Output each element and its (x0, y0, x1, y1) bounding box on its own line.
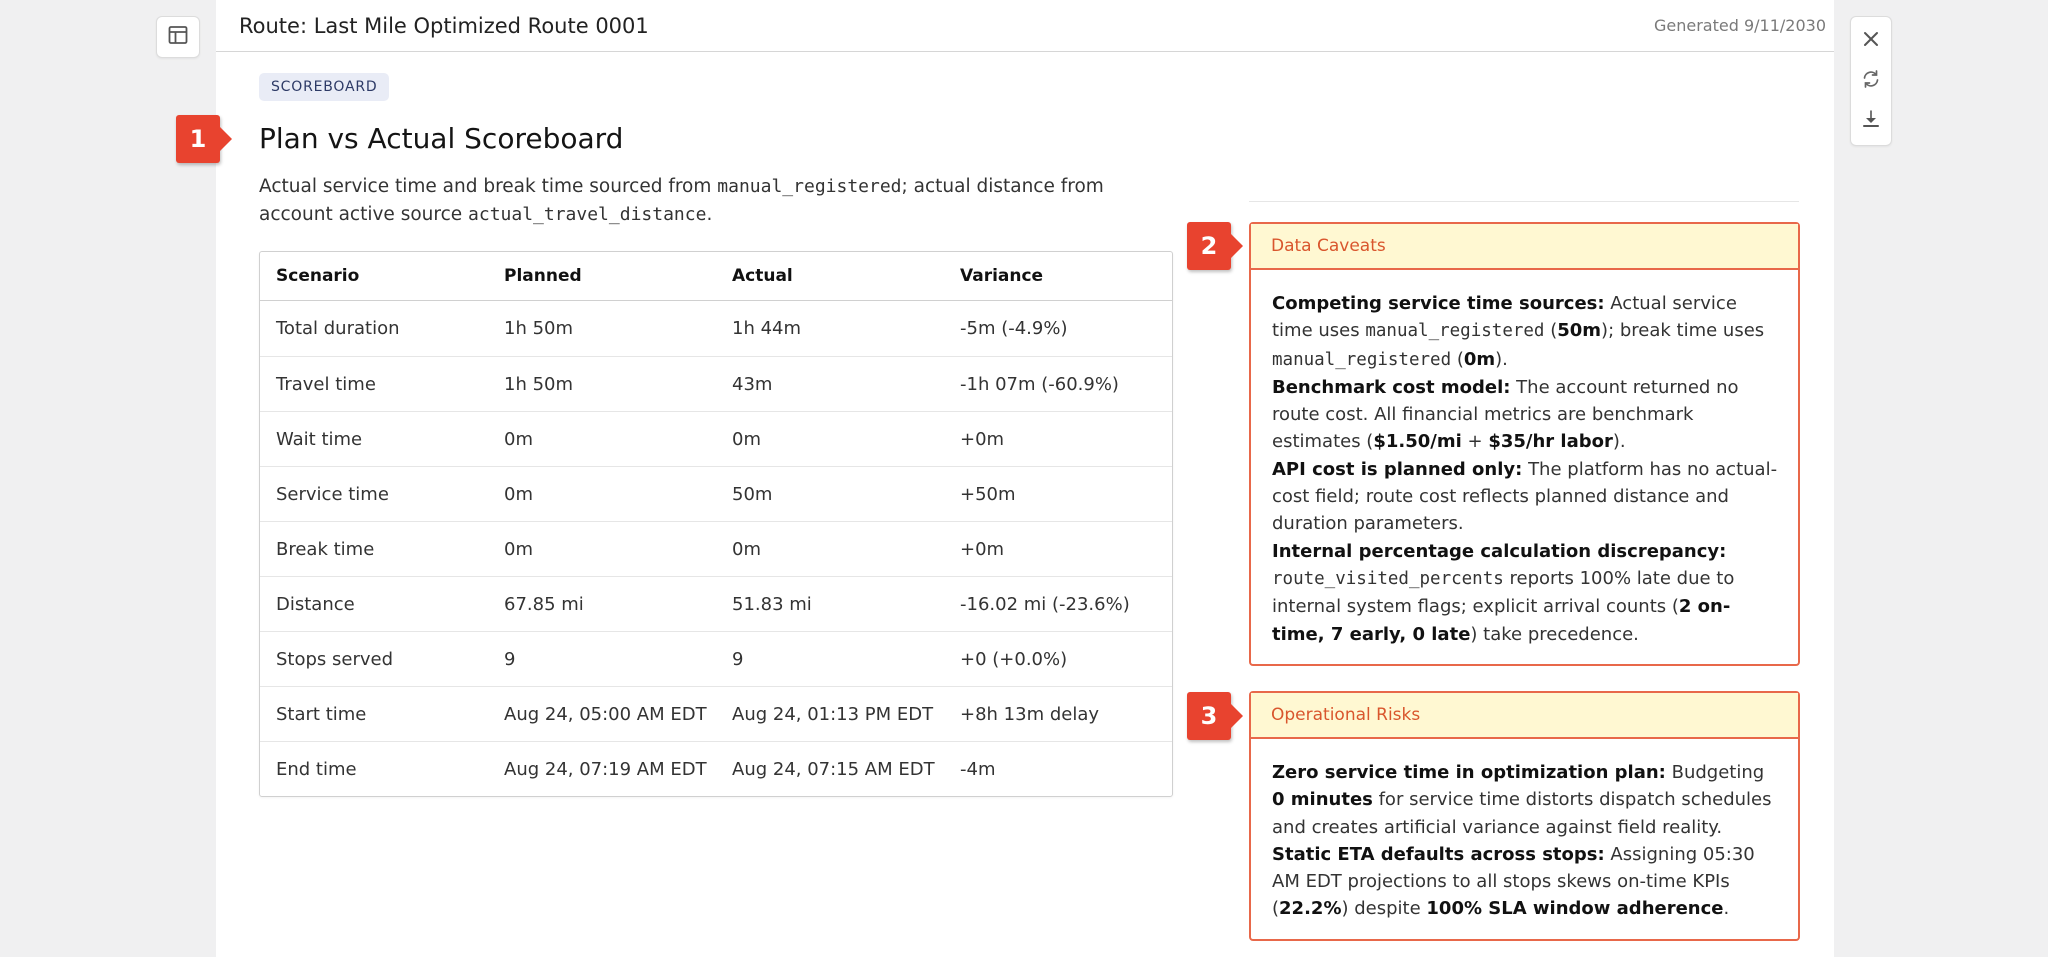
divider (1249, 201, 1799, 202)
caveat-text: ). (1612, 431, 1626, 453)
operational-risks-callout (1249, 691, 1800, 941)
annotation-marker-3 (1187, 692, 1243, 740)
table-cell: 43m (732, 373, 773, 395)
caveat-code: route_visited_percents (1272, 568, 1504, 589)
table-row (260, 521, 1172, 576)
callout-body (1251, 270, 1798, 664)
table-cell: +0m (960, 428, 1005, 450)
desc-text: ; actual distance from account active source (259, 176, 1104, 225)
table-row (260, 576, 1172, 631)
risk-value: 22.2% (1279, 898, 1342, 920)
caveat-value: $35/hr labor (1488, 431, 1613, 453)
table-cell: +50m (960, 483, 1016, 505)
data-caveats-callout (1249, 222, 1800, 666)
table-row (260, 301, 1172, 356)
table-header-row (260, 252, 1172, 301)
route-title: Route: Last Mile Optimized Route 0001 (239, 13, 649, 38)
caveat-text: ). (1495, 348, 1508, 370)
marker-number: 1 (176, 115, 220, 163)
table-cell: Stops served (276, 648, 394, 670)
caveat-text: reports 100% late due to internal system flags; explicit arrival counts ( (1272, 567, 1735, 618)
annotation-marker-1 (176, 115, 232, 163)
table-cell: 0m (504, 428, 533, 450)
marker-number: 2 (1187, 222, 1231, 270)
caveat-value: 0m (1463, 348, 1496, 370)
marker-arrow (220, 127, 232, 151)
table-cell: 1h 50m (504, 318, 574, 339)
table-cell: 1h 44m (732, 318, 802, 339)
table-row (260, 411, 1172, 466)
table-cell: -1h 07m (-60.9%) (960, 373, 1119, 395)
table-cell: Aug 24, 07:19 AM EDT (504, 758, 707, 780)
refresh-icon (1860, 68, 1882, 94)
table-cell: +0 (+0.0%) (960, 648, 1068, 670)
caveat-item (1272, 456, 1778, 538)
caveat-value: 2 on-time, 7 early, 0 late (1272, 596, 1731, 645)
callout-title: Data Caveats (1251, 224, 1798, 270)
risk-text: for service time distorts dispatch schedules and creates artificial variance against field reality. (1272, 789, 1772, 838)
caveat-item (1272, 374, 1778, 456)
table-row (260, 356, 1172, 411)
desc-code-source: manual_registered (717, 176, 902, 197)
table-cell: -5m (-4.9%) (960, 318, 1068, 339)
table-cell: 0m (504, 483, 533, 505)
close-button[interactable] (1851, 21, 1891, 61)
download-icon (1861, 109, 1881, 133)
page-title: Plan vs Actual Scoreboard (259, 122, 624, 155)
risk-text: ) despite (1341, 898, 1427, 920)
scoreboard-table (259, 251, 1173, 797)
table-cell: 0m (732, 428, 761, 450)
table-cell: Aug 24, 07:15 AM EDT (732, 758, 935, 780)
caveat-value: $1.50/mi (1373, 431, 1462, 453)
table-cell: Break time (276, 538, 375, 560)
risk-label: Zero service time in optimization plan: (1272, 762, 1666, 783)
panel-toolbar (1850, 16, 1892, 146)
download-button[interactable] (1851, 101, 1891, 141)
scoreboard-description (259, 173, 1159, 229)
marker-number: 3 (1187, 692, 1231, 740)
desc-code-distance: actual_travel_distance (468, 204, 707, 225)
caveat-text: The platform has no actual-cost field; route cost reflects planned distance and duration parameters. (1272, 458, 1778, 535)
risk-text: . (1723, 898, 1730, 920)
annotation-marker-2 (1187, 222, 1243, 270)
risk-text: Budgeting (1665, 762, 1765, 783)
caveat-text: ); break time uses (1601, 320, 1765, 342)
panel-header (216, 0, 1834, 52)
table-cell: -4m (960, 758, 996, 780)
caveat-text: Actual service time uses (1272, 293, 1737, 342)
caveat-value: 50m (1557, 320, 1602, 342)
table-cell: Distance (276, 593, 355, 615)
table-cell: Travel time (276, 373, 376, 395)
risk-item (1272, 759, 1778, 841)
table-cell: Wait time (276, 428, 363, 450)
risk-text: Assigning 05:30 AM EDT projections to all stops skews on-time KPIs ( (1272, 843, 1755, 920)
table-cell: 67.85 mi (504, 593, 584, 615)
column-header: Actual (732, 266, 793, 286)
table-cell: 0m (732, 538, 761, 560)
column-header: Scenario (276, 266, 360, 286)
column-header: Variance (960, 266, 1044, 286)
table-row (260, 741, 1172, 796)
caveat-text: The account returned no route cost. All financial metrics are benchmark estimates ( (1272, 376, 1739, 453)
caveat-code: manual_registered (1365, 321, 1545, 342)
caveat-label: Competing service time sources: (1272, 293, 1605, 314)
table-cell: +0m (960, 538, 1005, 560)
generated-timestamp: Generated 9/11/2030 (1653, 16, 1826, 35)
table-cell: Aug 24, 01:13 PM EDT (732, 703, 934, 725)
section-chip: SCOREBOARD (259, 73, 389, 101)
table-cell: 50m (732, 483, 773, 505)
table-row (260, 466, 1172, 521)
risk-item (1272, 841, 1778, 923)
caveat-item (1272, 290, 1778, 374)
caveat-text: + (1461, 431, 1489, 453)
caveat-text: ( (1451, 348, 1464, 370)
marker-arrow (1231, 704, 1243, 728)
caveat-code: manual_registered (1272, 349, 1452, 370)
table-cell: 0m (504, 538, 533, 560)
layout-panel-icon (167, 24, 189, 50)
caveat-label: Benchmark cost model: (1272, 376, 1511, 398)
close-icon (1862, 30, 1880, 52)
table-cell: 9 (504, 648, 516, 670)
table-cell: End time (276, 758, 357, 780)
caveat-item (1272, 538, 1778, 648)
risk-value: 0 minutes (1272, 789, 1373, 811)
table-row (260, 686, 1172, 741)
table-cell: Start time (276, 703, 367, 725)
table-cell: 9 (732, 648, 744, 670)
callout-title: Operational Risks (1251, 693, 1798, 739)
layout-toggle-button[interactable] (156, 16, 200, 58)
refresh-button[interactable] (1851, 61, 1891, 101)
column-header: Planned (504, 266, 582, 286)
desc-text: Actual service time and break time sourced from (259, 176, 718, 197)
caveat-text: ( (1544, 320, 1558, 342)
callout-body (1251, 739, 1798, 939)
table-cell: 51.83 mi (732, 593, 812, 615)
table-cell: Aug 24, 05:00 AM EDT (504, 703, 707, 725)
risk-value: 100% SLA window adherence (1426, 898, 1724, 920)
caveat-label: Internal percentage calculation discrepancy: (1272, 540, 1727, 562)
table-cell: Service time (276, 483, 389, 505)
table-cell: Total duration (276, 318, 400, 339)
desc-text: . (706, 204, 713, 225)
marker-arrow (1231, 234, 1243, 258)
report-panel (216, 0, 1834, 957)
caveat-label: API cost is planned only: (1272, 458, 1523, 480)
table-cell: -16.02 mi (-23.6%) (960, 593, 1130, 615)
table-row (260, 631, 1172, 686)
table-cell: +8h 13m delay (960, 703, 1100, 725)
risk-label: Static ETA defaults across stops: (1272, 843, 1605, 865)
caveat-text: ) take precedence. (1470, 623, 1639, 645)
table-cell: 1h 50m (504, 373, 574, 395)
